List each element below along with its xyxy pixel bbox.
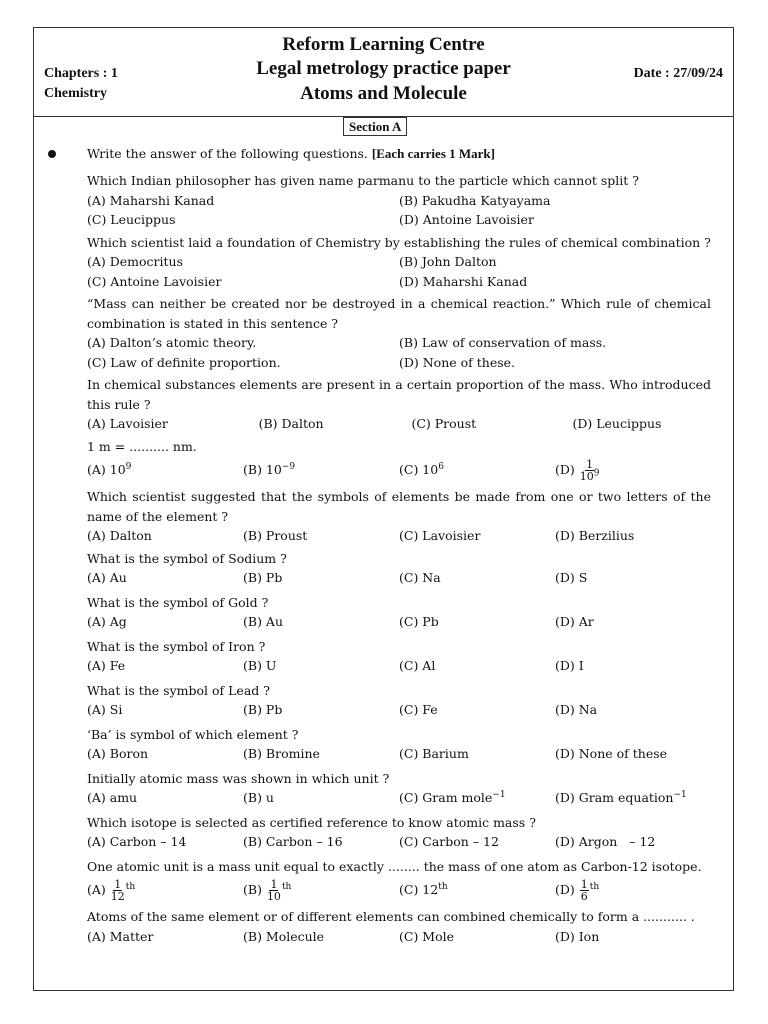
question-item (87, 593, 711, 632)
fraction (580, 459, 600, 482)
option: (B) Carbon – 16 (243, 834, 343, 849)
option: (D) Na (555, 702, 598, 717)
option: (A) Boron (87, 746, 149, 761)
question-text: Which scientist suggested that the symbols of elements be made from one or two letters of the name of the element ? (87, 489, 711, 524)
instruction (87, 146, 495, 162)
question-item (87, 294, 711, 372)
question-item (87, 437, 711, 485)
question-text: What is the symbol of Iron ? (87, 638, 266, 654)
exponent: 6 (438, 461, 444, 472)
question-item (87, 233, 711, 292)
option: (A) Au (87, 570, 127, 585)
question-item (87, 487, 711, 546)
option (555, 876, 711, 904)
option: (C) Fe (399, 702, 438, 717)
question-text: What is the symbol of Gold ? (87, 594, 269, 610)
option (399, 788, 555, 808)
option: (C) Al (399, 658, 436, 673)
question-item (87, 375, 711, 434)
paper-header (34, 28, 733, 117)
option-label: (D) (555, 462, 575, 477)
option: (D) Argon – 12 (555, 834, 656, 849)
question-text: Which isotope is selected as certified reference to know atomic mass ? (87, 814, 536, 830)
fraction (580, 879, 589, 902)
option: (B) Dalton (258, 416, 324, 431)
option-label: (B) (243, 882, 262, 897)
option-list (87, 744, 711, 764)
question-text: One atomic unit is a mass unit equal to exactly ........ the mass of one atom as Carbon-12 isotope. (87, 858, 702, 874)
ordinal-suffix: th (589, 881, 600, 892)
option: (C) Lavoisier (399, 528, 481, 543)
option-label: (A) 10 (87, 462, 126, 477)
instruction-note: [Each carries 1 Mark] (371, 146, 495, 161)
option: (D) Ion (555, 928, 600, 944)
option: (A) Carbon – 14 (87, 834, 187, 849)
question-text: Which scientist laid a foundation of Chemistry by establishing the rules of chemical combination ? (87, 234, 711, 250)
option-list (87, 333, 711, 372)
option-list (87, 612, 711, 632)
option: (A) Si (87, 702, 123, 717)
option: (D) S (555, 570, 588, 585)
option: (C) Law of definite proportion. (87, 354, 281, 370)
paper-subtitle: Atoms and Molecule (300, 83, 467, 104)
question-item (87, 769, 711, 808)
paper-title: Legal metrology practice paper (256, 58, 511, 79)
question-item (87, 549, 711, 588)
option: (D) Berzilius (555, 528, 635, 543)
fraction (267, 879, 281, 902)
option: (B) Molecule (243, 928, 325, 944)
ordinal-suffix: th (281, 881, 292, 892)
option-list (87, 656, 711, 676)
fraction-numerator: 1 (270, 878, 278, 891)
option: (B) Law of conservation of mass. (399, 335, 607, 350)
option-label: (C) 12 (399, 882, 439, 897)
fraction-numerator: 1 (580, 878, 588, 891)
option-label: (D) Gram equation (555, 790, 674, 805)
option: (A) Dalton (87, 528, 152, 543)
option: (A) Democritus (87, 254, 184, 269)
option: (B) Pakudha Katyayama (399, 192, 551, 208)
instruction-text: Write the answer of the following questions. (87, 146, 368, 161)
option-list (87, 876, 711, 904)
option (555, 456, 711, 484)
question-item (87, 907, 711, 946)
option-list (87, 927, 711, 947)
question-item (87, 725, 711, 764)
option-list (87, 191, 711, 230)
question-text: Initially atomic mass was shown in which unit ? (87, 770, 390, 786)
option (87, 876, 243, 904)
fraction-denominator: 6 (580, 890, 588, 903)
option-label: (B) 10 (243, 462, 282, 477)
question-text: What is the symbol of Sodium ? (87, 550, 287, 566)
option: (A) Lavoisier (87, 416, 168, 431)
date-label: Date : 27/09/24 (633, 66, 723, 81)
option (243, 876, 399, 904)
option: (D) Ar (555, 614, 594, 629)
fraction-numerator: 1 (586, 458, 594, 471)
paper-frame (33, 27, 734, 991)
option: (B) U (243, 658, 277, 673)
option: (B) Pb (243, 702, 283, 717)
option-list (87, 456, 711, 484)
question-item (87, 171, 711, 230)
option (243, 456, 399, 484)
option: (D) Maharshi Kanad (399, 273, 528, 289)
option-label: (A) (87, 882, 106, 897)
question-text: “Mass can neither be created nor be destroyed in a chemical reaction.” Which rule of chemical combination is stated in this sentence ? (87, 296, 711, 331)
question-text: Atoms of the same element or of different elements can combined chemically to form a ........... . (87, 909, 695, 924)
bullet-icon (48, 150, 56, 158)
question-text: What is the symbol of Lead ? (87, 682, 270, 698)
exponent: −1 (673, 789, 687, 800)
option: (A) Maharshi Kanad (87, 192, 215, 208)
fraction-numerator: 1 (114, 878, 122, 891)
question-item (87, 857, 711, 905)
option: (D) None of these (555, 746, 668, 761)
ordinal-suffix: th (125, 881, 136, 892)
option-list (87, 252, 711, 291)
question-text: 1 m = .......... nm. (87, 438, 197, 454)
option: (A) Matter (87, 928, 154, 944)
exponent: −1 (492, 789, 506, 800)
option (555, 788, 711, 808)
exponent: 9 (593, 468, 600, 479)
option: (A) Ag (87, 614, 127, 629)
option: (B) Proust (243, 528, 308, 543)
option: (D) Antoine Lavoisier (399, 212, 534, 227)
option-list (87, 788, 711, 808)
option: (C) Pb (399, 614, 439, 629)
chapters-label: Chapters : 1 (44, 66, 118, 81)
option: (A) Dalton’s atomic theory. (87, 335, 257, 350)
option: (D) Leucippus (572, 416, 662, 431)
option: (B) u (243, 790, 274, 805)
option: (C) Barium (399, 746, 469, 761)
ordinal-suffix: th (438, 881, 448, 892)
option: (D) I (555, 658, 584, 673)
option-list (87, 526, 711, 546)
option-label: (C) Gram mole (399, 790, 493, 805)
question-item (87, 681, 711, 720)
option: (B) John Dalton (399, 254, 497, 269)
question-text: ‘Ba’ is symbol of which element ? (87, 726, 299, 742)
fraction-denominator: 10 (266, 890, 281, 903)
option: (C) Mole (399, 928, 455, 944)
option: (C) Na (399, 570, 441, 585)
option: (D) None of these. (399, 354, 516, 370)
exponent: −9 (281, 461, 296, 472)
option-list (87, 414, 711, 434)
option: (A) Fe (87, 658, 126, 673)
fraction-denominator: 12 (110, 890, 125, 903)
subject-label: Chemistry (44, 86, 107, 101)
option: (C) Carbon – 12 (399, 834, 499, 849)
option: (A) amu (87, 790, 138, 805)
option-list (87, 700, 711, 720)
option-list (87, 568, 711, 588)
option: (C) Leucippus (87, 212, 176, 227)
option: (B) Bromine (243, 746, 320, 761)
question-list (87, 171, 711, 946)
question-text: In chemical substances elements are present in a certain proportion of the mass. Who introduced this rule ? (87, 377, 711, 412)
option-label: (D) (555, 882, 575, 897)
option: (B) Au (243, 614, 283, 629)
option: (C) Proust (411, 416, 477, 431)
centre-name: Reform Learning Centre (282, 34, 485, 55)
question-text: Which Indian philosopher has given name parmanu to the particle which cannot split ? (87, 173, 639, 188)
section-label: Section A (343, 117, 407, 136)
option (399, 876, 555, 904)
option-label: (C) 10 (399, 462, 439, 477)
option (87, 456, 243, 484)
fraction-denominator: $10^9$ (579, 468, 600, 483)
question-item (87, 813, 711, 852)
option-list (87, 832, 711, 852)
exponent: 9 (125, 461, 132, 472)
option (399, 456, 555, 484)
question-item (87, 637, 711, 676)
option: (C) Antoine Lavoisier (87, 273, 222, 289)
fraction (111, 879, 125, 902)
option: (B) Pb (243, 570, 283, 585)
